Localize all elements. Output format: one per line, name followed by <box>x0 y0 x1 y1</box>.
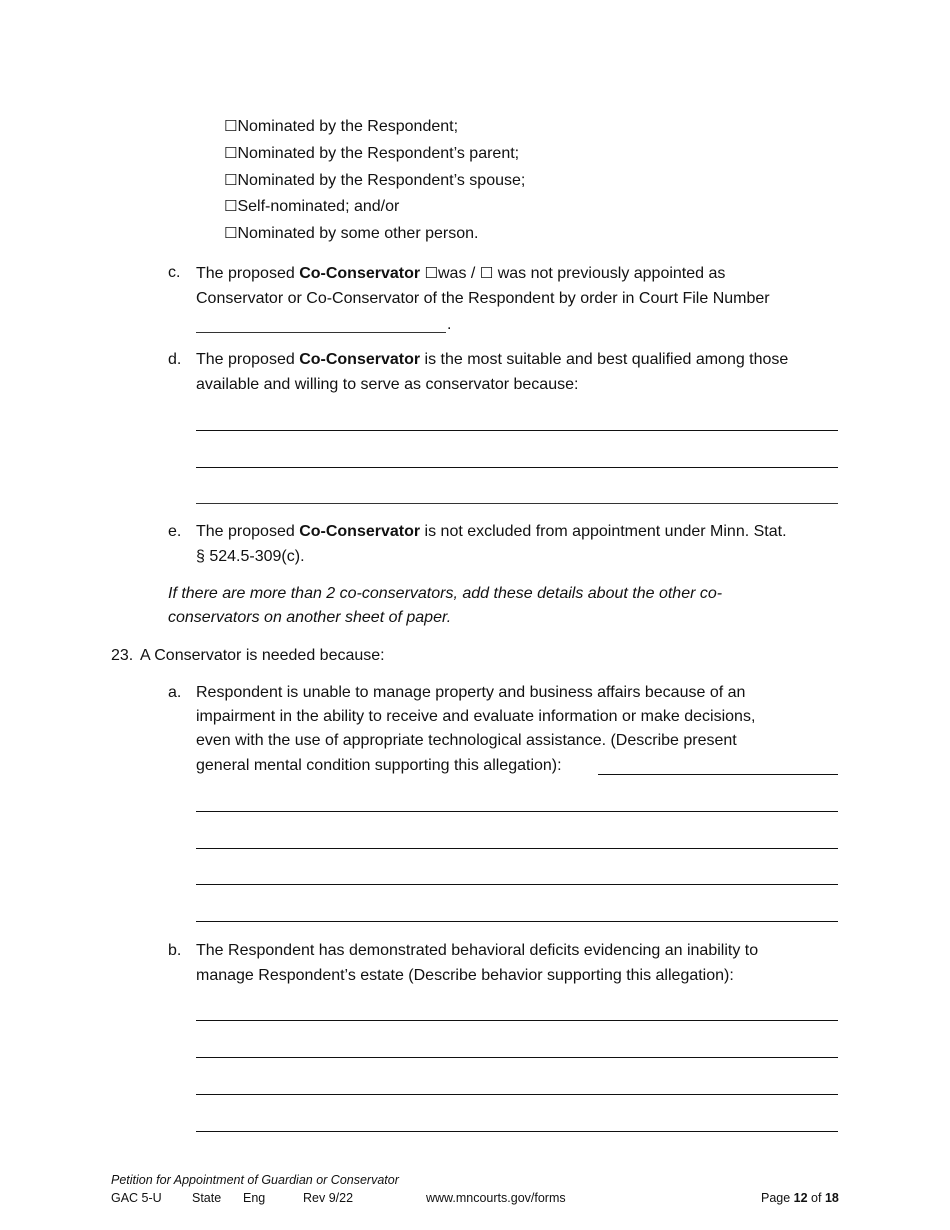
reason-field-line[interactable] <box>196 430 838 431</box>
mental-condition-field[interactable] <box>598 774 838 775</box>
nomination-label: Self-nominated; and/or <box>237 198 400 215</box>
checkbox[interactable]: ☐ <box>224 224 238 242</box>
item-e-line2: § 524.5-309(c). <box>196 548 305 565</box>
footer-revision: Rev 9/22 <box>303 1191 354 1205</box>
item-d-line1 <box>196 348 788 372</box>
nomination-label: Nominated by the Respondent’s parent; <box>237 145 520 162</box>
item-e-text2: is not excluded from appointment under Minn. Stat. <box>420 523 787 540</box>
footer-form-id: GAC 5-U <box>111 1191 162 1205</box>
nomination-item <box>224 141 519 166</box>
behavior-line[interactable] <box>196 1020 838 1021</box>
item-d-bold: Co-Conservator <box>299 351 421 368</box>
mental-condition-line[interactable] <box>196 848 838 849</box>
behavior-line[interactable] <box>196 1094 838 1095</box>
note-line1: If there are more than 2 co-conservators, add these details about the other co- <box>168 585 723 602</box>
item-c-line1 <box>196 261 725 286</box>
item-23a-line2: impairment in the ability to receive and evaluate information or make decisions, <box>196 708 756 725</box>
footer-title: Petition for Appointment of Guardian or Conservator <box>111 1173 399 1187</box>
page-prefix: Page <box>761 1191 794 1205</box>
footer-jurisdiction: State <box>192 1191 222 1205</box>
mental-condition-line[interactable] <box>196 811 838 812</box>
reason-field-line[interactable] <box>196 503 838 504</box>
page-of: of <box>807 1191 825 1205</box>
nomination-label: Nominated by the Respondent; <box>237 118 459 135</box>
item-e-line1 <box>196 520 787 544</box>
item-23a-line4: general mental condition supporting this allegation): <box>196 757 562 774</box>
item-c-text1: The proposed <box>196 265 300 282</box>
page-current: 12 <box>793 1191 808 1205</box>
item-c-marker: c. <box>168 264 181 281</box>
checkbox[interactable]: ☐ <box>224 117 238 135</box>
item-23b-line1: The Respondent has demonstrated behavioral deficits evidencing an inability to <box>196 942 759 959</box>
item-23b-line2: manage Respondent’s estate (Describe behavior supporting this allegation): <box>196 967 734 984</box>
note-line2: conservators on another sheet of paper. <box>168 609 452 626</box>
nomination-label: Nominated by some other person. <box>237 225 479 242</box>
mental-condition-line[interactable] <box>196 884 838 885</box>
behavior-line[interactable] <box>196 1131 838 1132</box>
footer-language: Eng <box>243 1191 266 1205</box>
nomination-item <box>224 168 525 193</box>
reason-field-line[interactable] <box>196 467 838 468</box>
item-23-text: A Conservator is needed because: <box>140 647 385 664</box>
item-23a-line1: Respondent is unable to manage property and business affairs because of an <box>196 684 746 701</box>
item-c-bold: Co-Conservator <box>299 265 421 282</box>
nomination-item <box>224 194 399 219</box>
nomination-item <box>224 221 478 246</box>
was-not-checkbox[interactable]: ☐ <box>479 264 494 282</box>
item-23b-marker: b. <box>168 942 182 959</box>
was-checkbox[interactable]: ☐ <box>424 264 438 282</box>
checkbox[interactable]: ☐ <box>224 144 238 162</box>
checkbox[interactable]: ☐ <box>224 197 238 215</box>
item-c-period: . <box>447 316 452 333</box>
nomination-item <box>224 114 458 139</box>
item-d-text2: is the most suitable and best qualified among those <box>420 351 789 368</box>
item-23a-marker: a. <box>168 684 182 701</box>
page-total: 18 <box>824 1191 839 1205</box>
was-label: was / <box>438 265 480 282</box>
item-e-marker: e. <box>168 523 182 540</box>
item-d-line2: available and willing to serve as conservator because: <box>196 376 579 393</box>
behavior-line[interactable] <box>196 1057 838 1058</box>
item-d-text1: The proposed <box>196 351 300 368</box>
footer-website[interactable]: www.mncourts.gov/forms <box>426 1191 566 1205</box>
item-e-text1: The proposed <box>196 523 300 540</box>
checkbox[interactable]: ☐ <box>224 171 238 189</box>
item-e-bold: Co-Conservator <box>299 523 421 540</box>
item-23a-line3: even with the use of appropriate technological assistance. (Describe present <box>196 732 737 749</box>
item-c-line2: Conservator or Co-Conservator of the Respondent by order in Court File Number <box>196 290 770 307</box>
footer-page-number <box>761 1191 839 1205</box>
nomination-label: Nominated by the Respondent’s spouse; <box>237 172 526 189</box>
item-c-text2: was not previously appointed as <box>493 265 726 282</box>
item-d-marker: d. <box>168 351 182 368</box>
item-23-number: 23. <box>111 647 134 664</box>
mental-condition-line[interactable] <box>196 921 838 922</box>
court-file-number-field[interactable] <box>196 332 446 333</box>
